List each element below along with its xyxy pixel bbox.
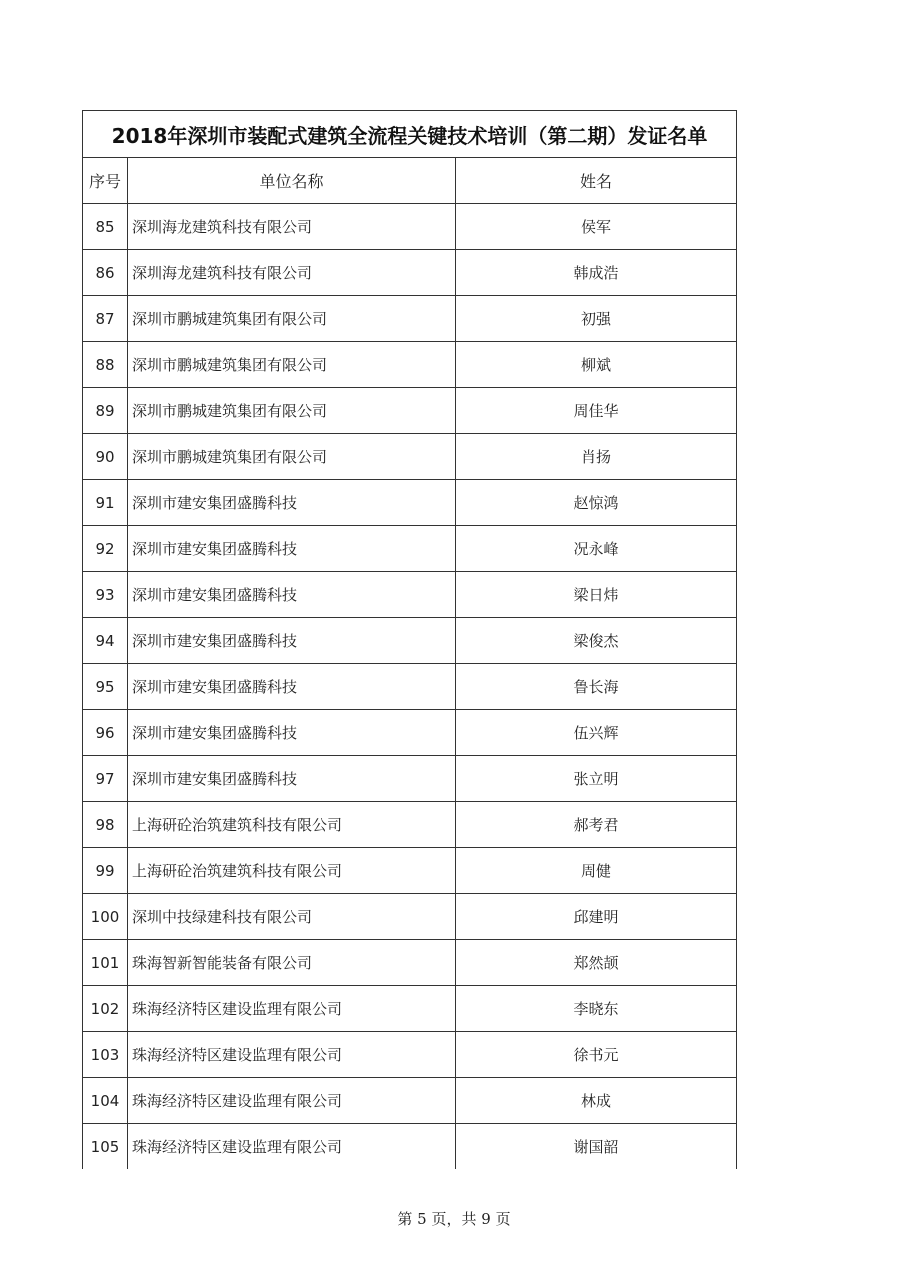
header-row xyxy=(83,158,737,204)
header-unit: 单位名称 xyxy=(128,158,456,204)
row-num: 104 xyxy=(83,1078,128,1124)
row-num: 85 xyxy=(83,204,128,250)
table-row xyxy=(83,986,737,1032)
table-row xyxy=(83,204,737,250)
row-unit: 珠海智新智能装备有限公司 xyxy=(128,940,456,986)
table-row xyxy=(83,1124,737,1170)
table-row xyxy=(83,342,737,388)
row-num: 97 xyxy=(83,756,128,802)
table-row xyxy=(83,296,737,342)
table-row xyxy=(83,802,737,848)
row-num: 93 xyxy=(83,572,128,618)
table-row xyxy=(83,894,737,940)
table-row xyxy=(83,618,737,664)
row-unit: 深圳市建安集团盛腾科技 xyxy=(128,710,456,756)
table-row xyxy=(83,664,737,710)
row-unit: 深圳市建安集团盛腾科技 xyxy=(128,618,456,664)
table-row xyxy=(83,434,737,480)
row-name: 梁俊杰 xyxy=(456,618,737,664)
row-num: 88 xyxy=(83,342,128,388)
row-name: 初强 xyxy=(456,296,737,342)
row-num: 87 xyxy=(83,296,128,342)
row-unit: 深圳海龙建筑科技有限公司 xyxy=(128,204,456,250)
row-num: 100 xyxy=(83,894,128,940)
row-unit: 深圳市建安集团盛腾科技 xyxy=(128,756,456,802)
table-row xyxy=(83,250,737,296)
row-name: 谢国韶 xyxy=(456,1124,737,1170)
row-name: 林成 xyxy=(456,1078,737,1124)
table-row xyxy=(83,940,737,986)
page-footer: 第 5 页，共 9 页 xyxy=(397,1210,511,1228)
row-num: 95 xyxy=(83,664,128,710)
row-name: 况永峰 xyxy=(456,526,737,572)
table-row xyxy=(83,1032,737,1078)
table-row xyxy=(83,480,737,526)
row-num: 105 xyxy=(83,1124,128,1170)
row-name: 周健 xyxy=(456,848,737,894)
row-name: 侯军 xyxy=(456,204,737,250)
table-row xyxy=(83,572,737,618)
certificate-table xyxy=(82,110,737,1169)
row-unit: 上海研砼治筑建筑科技有限公司 xyxy=(128,802,456,848)
row-name: 郑然颉 xyxy=(456,940,737,986)
row-name: 赵惊鸿 xyxy=(456,480,737,526)
row-num: 89 xyxy=(83,388,128,434)
row-unit: 深圳市建安集团盛腾科技 xyxy=(128,480,456,526)
row-unit: 深圳市鹏城建筑集团有限公司 xyxy=(128,388,456,434)
row-name: 肖扬 xyxy=(456,434,737,480)
header-num: 序号 xyxy=(83,158,128,204)
row-name: 柳斌 xyxy=(456,342,737,388)
table-row xyxy=(83,1078,737,1124)
table-row xyxy=(83,848,737,894)
row-num: 90 xyxy=(83,434,128,480)
row-num: 99 xyxy=(83,848,128,894)
row-unit: 深圳市鹏城建筑集团有限公司 xyxy=(128,296,456,342)
row-unit: 深圳市鹏城建筑集团有限公司 xyxy=(128,342,456,388)
row-unit: 珠海经济特区建设监理有限公司 xyxy=(128,1032,456,1078)
header-name: 姓名 xyxy=(456,158,737,204)
row-unit: 深圳市鹏城建筑集团有限公司 xyxy=(128,434,456,480)
row-num: 101 xyxy=(83,940,128,986)
table-row xyxy=(83,526,737,572)
row-num: 98 xyxy=(83,802,128,848)
row-unit: 深圳市建安集团盛腾科技 xyxy=(128,572,456,618)
row-name: 梁日炜 xyxy=(456,572,737,618)
table-row xyxy=(83,388,737,434)
table-row xyxy=(83,756,737,802)
row-name: 邱建明 xyxy=(456,894,737,940)
row-name: 韩成浩 xyxy=(456,250,737,296)
row-unit: 珠海经济特区建设监理有限公司 xyxy=(128,1124,456,1170)
row-name: 李晓东 xyxy=(456,986,737,1032)
row-name: 鲁长海 xyxy=(456,664,737,710)
row-num: 94 xyxy=(83,618,128,664)
row-unit: 深圳市建安集团盛腾科技 xyxy=(128,664,456,710)
document-title: 2018年深圳市装配式建筑全流程关键技术培训（第二期）发证名单 xyxy=(83,111,737,158)
row-num: 86 xyxy=(83,250,128,296)
row-unit: 深圳海龙建筑科技有限公司 xyxy=(128,250,456,296)
row-num: 92 xyxy=(83,526,128,572)
row-unit: 深圳中技绿建科技有限公司 xyxy=(128,894,456,940)
row-name: 伍兴辉 xyxy=(456,710,737,756)
row-unit: 珠海经济特区建设监理有限公司 xyxy=(128,986,456,1032)
row-unit: 珠海经济特区建设监理有限公司 xyxy=(128,1078,456,1124)
table-row xyxy=(83,710,737,756)
row-num: 91 xyxy=(83,480,128,526)
row-name: 张立明 xyxy=(456,756,737,802)
row-num: 102 xyxy=(83,986,128,1032)
row-num: 103 xyxy=(83,1032,128,1078)
row-name: 徐书元 xyxy=(456,1032,737,1078)
row-name: 郝考君 xyxy=(456,802,737,848)
row-name: 周佳华 xyxy=(456,388,737,434)
row-num: 96 xyxy=(83,710,128,756)
row-unit: 深圳市建安集团盛腾科技 xyxy=(128,526,456,572)
row-unit: 上海研砼治筑建筑科技有限公司 xyxy=(128,848,456,894)
